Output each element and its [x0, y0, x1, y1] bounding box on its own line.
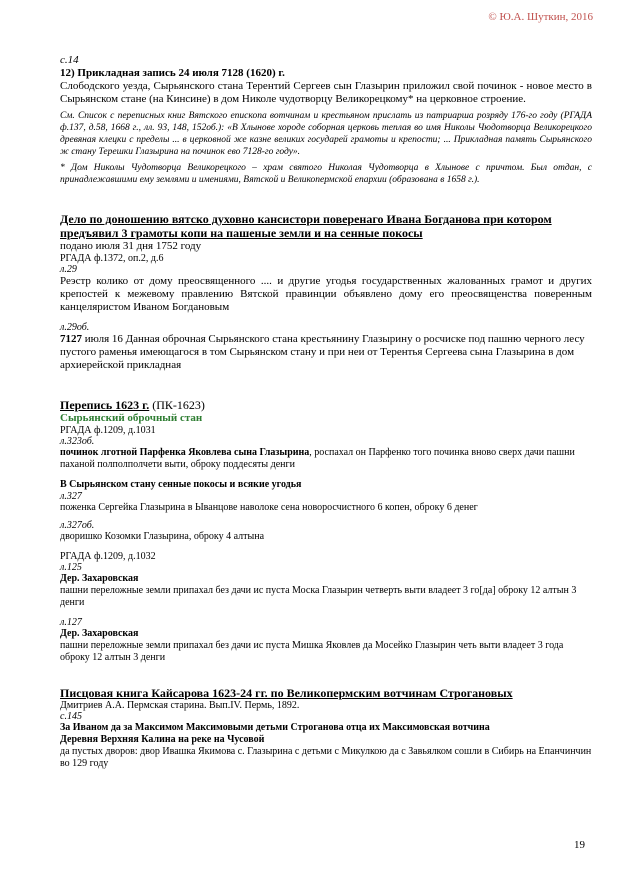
census-title: Перепись 1623 г.: [60, 398, 150, 412]
subheading: За Иваном да за Максимом Максимовыми детьми Строганова отца их Максимовская вотчина: [60, 722, 490, 733]
paragraph: пашни переложные земли припахал без дачи ис пуста Мишка Яковлев да Мосейко Глазырин четь выти владеет 3 года оброку 12 алтын 3 денги: [60, 640, 564, 663]
archive-ref: РГАДА ф.1372, оп.2, д.6: [60, 253, 164, 264]
date-line: подано июля 31 дня 1752 году: [60, 240, 202, 252]
sheet-ref: с.145: [60, 711, 82, 722]
source-ref: Дмитриев А.А. Пермская старина. Вып.IV. Пермь, 1892.: [60, 700, 300, 711]
year-bold: 7127: [60, 333, 82, 345]
paragraph: пашни переложные земли припахал без дачи ис пуста Моска Глазырин четверть выти владеет 3 го[да] оброку 12 алтын 3 денги: [60, 585, 577, 608]
village-heading: Дер. Захаровская: [60, 628, 139, 639]
sheet-ref: л.127: [60, 617, 82, 628]
archive-ref: РГАДА ф.1209, д.1032: [60, 551, 156, 562]
page-number: 19: [574, 839, 585, 851]
paragraph: дворишко Козомки Глазырина, оброку 4 алтына: [60, 531, 265, 542]
sheet-ref: л.29об.: [60, 322, 90, 333]
paragraph: Слободского уезда, Сырьянского стана Терентий Сергеев сын Глазырин приложил свой починок - новое место в Сырьянском стане (на Кинсине) в дом Николе чудотворцу Великорецкому* на церковное строение.: [60, 80, 592, 105]
sheet-ref: л.327: [60, 491, 82, 502]
stan-heading: Сырьянский оброчный стан: [60, 412, 203, 424]
sheet-ref: л.327об.: [60, 520, 95, 531]
village-heading: Дер. Захаровская: [60, 573, 139, 584]
section-title: Дело по доношению вятско духовно кансистори поверенаго Ивана Богданова при котором предъявил 3 грамоты копи на пашеные земли и на сенные покосы: [60, 212, 552, 240]
document-page: [60, 54, 592, 770]
section-title: [60, 398, 592, 412]
paragraph: [60, 447, 592, 471]
census-code: (ПК-1623): [149, 398, 205, 412]
paragraph: да пустых дворов: двор Ивашка Якимова с. Глазырина с детьми с Микулкою да с Завьялком сошли в Сибирь на Епанчинчин во 129 году: [60, 746, 592, 769]
section-title: 12) Прикладная запись 24 июля 7128 (1620) г.: [60, 67, 285, 79]
paragraph: [60, 333, 592, 372]
section-title: Писцовая книга Кайсарова 1623-24 гг. по Великопермским вотчинам Строгановых: [60, 686, 513, 700]
footnote: * Дом Николы Чудотворца Великорецкого – храм святого Николая Чудотворца в Хлынове с причтом. Был отдан, с принадлежавшими ему землями и имениями, Вятской и Великопермской епархии (образована в 1658 г.).: [60, 163, 592, 185]
sheet-ref: л.323об.: [60, 436, 95, 447]
subheading: Деревня Верхняя Калина на реке на Чусовой: [60, 734, 265, 745]
copyright-notice: © Ю.А. Шуткин, 2016: [488, 11, 593, 23]
footnote: См. Список с переписных книг Вятского епископа вотчинам и крестьяном прислать из патриарша розряду 176-го году (РГАДА ф.137, д.58, 1668 г., лл. 93, 148, 152об.): «В Хлынове хороде соборная церковь теплая во имя Николы Чюдотворца Великорецкого древяная клецки с пределы ... в церковной же казне великих государей грамоты и крепости; ... Прикладная память Сырьянского ж стану Терешки Глазырина на починок ево 7128-го году».: [60, 111, 592, 157]
paragraph-text: , роспахал он Парфенко того починка вново сверх дачи пашни паханой полполполчети выти, оброку поддесяты денги: [60, 447, 575, 470]
archive-ref: РГАДА ф.1209, д.1031: [60, 425, 156, 436]
sheet-ref: л.125: [60, 562, 82, 573]
paragraph: Реэстр колико от дому преосвященного .... и другие угодья государственных жалованных грамот и других крепостей к межевому правлению Вятской правинции объявлено дому его преосвященства поверенным канцеляристом Иваном Богдановым: [60, 275, 592, 313]
sheet-ref: л.29: [60, 264, 77, 275]
paragraph: поженка Сергейка Глазырина в Ыванцове наволоке сена новоросчистного 6 копен, оброку 6 денег: [60, 502, 478, 513]
subheading: В Сырьянском стану сенные покосы и всякие угодья: [60, 479, 302, 490]
paragraph-text: июля 16 Данная оброчная Сырьянского стана крестьянину Глазырину о росчиске под пашню черного лесу пустого раменья имеющагося в том Сырьянском стану и при неи от Терентья Сергеева сына Глазырина в дом архиерейской прикладная: [60, 333, 585, 371]
sheet-ref: с.14: [60, 54, 79, 66]
paragraph-bold: починок лготной Парфенка Яковлева сына Глазырина: [60, 447, 310, 458]
